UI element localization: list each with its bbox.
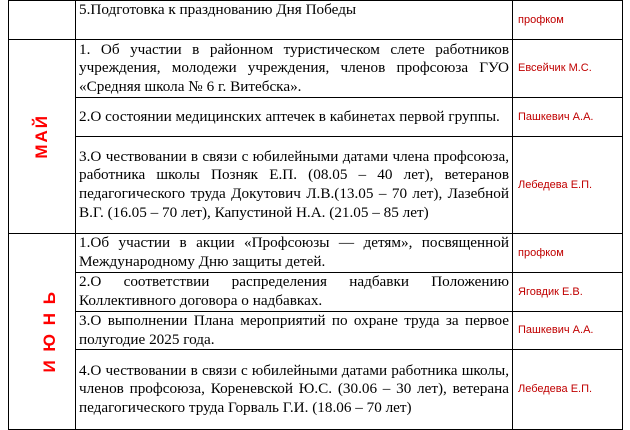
- table-row: [9, 137, 623, 234]
- table-row: [9, 98, 623, 137]
- table-row: [9, 1, 623, 40]
- responsible-person: профком: [513, 1, 623, 40]
- table-row: [9, 312, 623, 350]
- month-label-may: МАЙ: [31, 113, 51, 159]
- month-cell-june: [9, 234, 76, 430]
- responsible-person: Лебедева Е.П.: [513, 350, 623, 430]
- month-cell-may: [9, 40, 76, 234]
- table-row: [9, 40, 623, 98]
- table-row: [9, 234, 623, 273]
- responsible-person: Пашкевич А.А.: [513, 312, 623, 350]
- table-row: [9, 273, 623, 312]
- agenda-item: 3.О выполнении Плана мероприятий по охране труда за первое полугодие 2025 года.: [76, 312, 513, 350]
- month-cell-empty: [9, 1, 76, 40]
- agenda-item: 4.О чествовании в связи с юбилейными датами работника школы, членов профсоюза, Кореневской Ю.С. (30.06 – 30 лет), ветерана педагогического труда Горваль Г.И. (18.06 – 70 лет): [76, 350, 513, 430]
- work-plan-table: [8, 0, 623, 430]
- responsible-person: профком: [513, 234, 623, 273]
- responsible-person: Пашкевич А.А.: [513, 98, 623, 137]
- agenda-item: 1.Об участии в акции «Профсоюзы — детям», посвященной Международному Дню защиты детей.: [76, 234, 513, 273]
- agenda-item: 3.О чествовании в связи с юбилейными датами члена профсоюза, работника школы Позняк Е.П. (08.05 – 40 лет), ветеранов педагогического труда Докутович Л.В.(13.05 – 70 лет), Лазебной В.Г. (16.05 – 70 лет), Капустиной Н.А. (21.05 – 85 лет): [76, 137, 513, 234]
- agenda-item: 2.О состоянии медицинских аптечек в кабинетах первой группы.: [76, 98, 513, 137]
- agenda-item: 1. Об участии в районном туристическом слете работников учреждения, молодежи учреждения, членов профсоюза ГУО «Средняя школа № 6 г. Витебска».: [76, 40, 513, 98]
- responsible-person: Евсейчик М.С.: [513, 40, 623, 98]
- month-label-june: И Ю Н Ь: [39, 289, 59, 373]
- responsible-person: Яговдик Е.В.: [513, 273, 623, 312]
- agenda-item: 2.О соответствии распределения надбавки Положению Коллективного договора о надбавках.: [76, 273, 513, 312]
- responsible-person: Лебедева Е.П.: [513, 137, 623, 234]
- agenda-item: 5.Подготовка к празднованию Дня Победы: [76, 1, 513, 40]
- table-row: [9, 350, 623, 430]
